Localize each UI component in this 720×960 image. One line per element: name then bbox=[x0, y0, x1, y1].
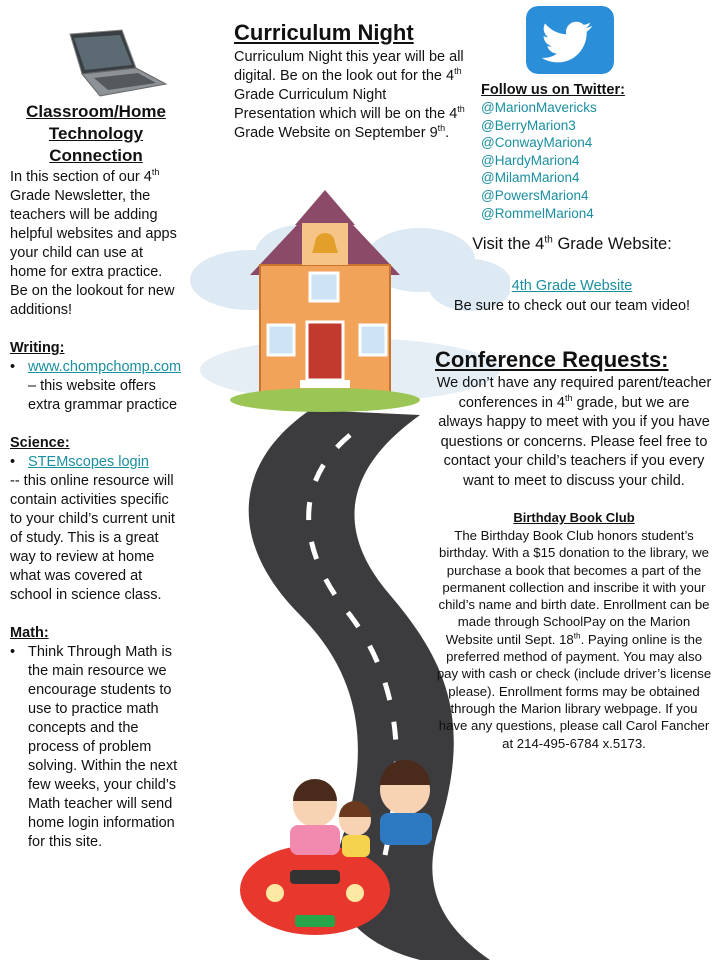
team-video-note: Be sure to check out our team video! bbox=[453, 298, 691, 314]
twitter-bird-icon[interactable] bbox=[526, 6, 614, 74]
website-link-wrap bbox=[452, 278, 692, 294]
curriculum-night-body: Curriculum Night this year will be all digital. Be on the look out for the 4th Grade Curriculum Night Presentation which will be on the 4th Grade Website on September 9th. bbox=[234, 49, 465, 141]
science-text: -- this online resource will contain activities specific to your child’s current unit of study. This is a great way to review at home what was covered at school in science class. bbox=[10, 473, 175, 603]
twitter-handle[interactable]: @ConwayMarion4 bbox=[481, 135, 593, 151]
left-column bbox=[10, 168, 182, 852]
writing-item: • www.chompchomp.com – this website offers extra grammar practice bbox=[10, 358, 182, 415]
twitter-handle[interactable]: @HardyMarion4 bbox=[481, 152, 580, 168]
twitter-handles bbox=[481, 99, 597, 222]
visit-website-heading: Visit the 4th Grade Website: bbox=[472, 234, 672, 253]
curriculum-night-title: Curriculum Night bbox=[234, 20, 414, 45]
birthday-book-club-body: The Birthday Book Club honors student’s birthday. With a $15 donation to the library, we purchase a book that becomes a part of the permanent collection and inscribe it with your child’s name and birth date. Enrollment can be made through SchoolPay on the Marion Website until Sept. 18th. Paying online is the preferred method of payment. You may also pay with cash or check (include driver’s license please). Enrollment forms may be obtained through the Marion library webpage. If you have any questions, please call Carol Fancher at 214-495-6784 x.5173. bbox=[436, 528, 712, 751]
writing-title: Writing: bbox=[10, 340, 65, 356]
twitter-handle[interactable]: @MilamMarion4 bbox=[481, 170, 580, 186]
math-item: • Think Through Math is the main resource we encourage students to use to practice math concepts and the process of problem solving. Within the next few weeks, your child’s Math teacher will send home login information for this site. bbox=[10, 643, 182, 852]
tech-connection-heading: Classroom/Home Technology Connection bbox=[26, 102, 166, 165]
grade-website-link[interactable]: 4th Grade Website bbox=[511, 278, 633, 294]
twitter-handle[interactable]: @BerryMarion3 bbox=[481, 117, 576, 133]
science-item bbox=[10, 453, 182, 472]
science-title: Science: bbox=[10, 435, 70, 451]
conference-requests-body: We don’t have any required parent/teacher conferences in 4th grade, but we are always happy to meet with you if you have questions or concerns. Please feel free to contact your child’s teachers if you every want to meet to discuss your child. bbox=[436, 375, 712, 489]
math-title: Math: bbox=[10, 625, 49, 641]
birthday-book-club-title: Birthday Book Club bbox=[513, 510, 635, 525]
twitter-handle[interactable]: @RommelMarion4 bbox=[481, 205, 594, 221]
laptop-icon bbox=[60, 28, 170, 98]
conference-requests-title: Conference Requests: bbox=[435, 347, 669, 372]
stemscopes-link[interactable]: STEMscopes login bbox=[28, 454, 149, 470]
chompchomp-link[interactable]: www.chompchomp.com bbox=[28, 359, 182, 375]
twitter-follow-heading: Follow us on Twitter: bbox=[481, 82, 625, 98]
intro-paragraph: In this section of our 4th Grade Newsletter, the teachers will be adding helpful websites and apps your child can use at home for extra practice. Be on the lookout for new additions! bbox=[10, 167, 177, 318]
twitter-handle[interactable]: @MarionMavericks bbox=[481, 100, 597, 115]
twitter-handle[interactable]: @PowersMarion4 bbox=[481, 187, 589, 203]
